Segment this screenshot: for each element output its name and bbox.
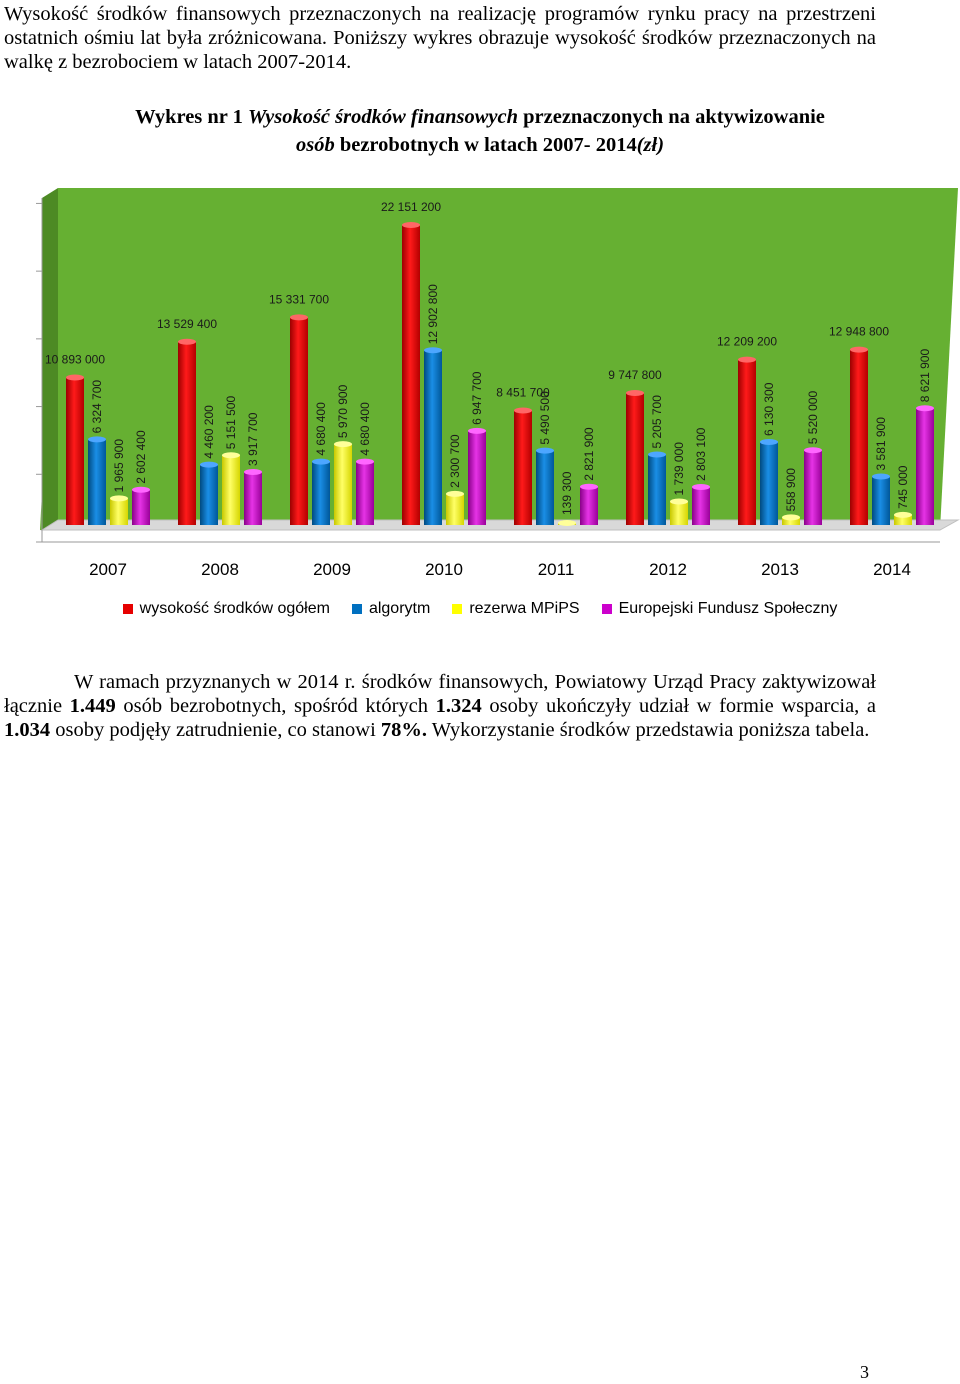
data-label: 2 602 400 [134, 430, 148, 484]
outro-bold-4: 78%. [380, 719, 428, 741]
bar-cap [850, 347, 868, 353]
data-label: 22 151 200 [380, 200, 442, 214]
data-label: 13 529 400 [156, 316, 218, 331]
legend-swatch [602, 604, 612, 614]
bar-2008-series-2 [222, 455, 240, 525]
data-label: 745 000 [896, 465, 910, 509]
chart-caption-line2 [0, 130, 960, 160]
bar-cap [916, 405, 934, 411]
bar-2010-series-3 [468, 431, 486, 525]
bar-cap [446, 491, 464, 497]
bar-2012-series-0 [626, 393, 644, 525]
data-label: 4 680 400 [314, 402, 328, 456]
bar-2011-series-3 [580, 487, 598, 525]
x-tick-label: 2011 [537, 560, 575, 579]
bar-2008-series-1 [200, 465, 218, 525]
x-tick-label: 2009 [313, 560, 351, 579]
bar-cap [222, 452, 240, 458]
bar-2012-series-3 [692, 487, 710, 525]
bar-2008-series-3 [244, 472, 262, 525]
bar-cap [558, 520, 576, 526]
data-label: 6 130 300 [762, 382, 776, 436]
legend-label: rezerwa MPiPS [469, 600, 580, 617]
x-tick-label: 2012 [649, 560, 687, 579]
bar-2012-series-1 [648, 454, 666, 525]
bar-cap [626, 390, 644, 396]
data-label: 8 621 900 [918, 348, 932, 403]
bar-cap [200, 462, 218, 468]
legend-label: wysokość środków ogółem [139, 600, 330, 617]
bar-2013-series-1 [760, 442, 778, 525]
data-label: 6 324 700 [90, 379, 104, 434]
data-label: 3 917 700 [246, 412, 260, 466]
outro-part-1: W ramach przyznanych w 2014 r. środków finansowych, Powiatowy Urząd Pracy zaktywizował łącznie [4, 671, 876, 717]
data-label: 4 460 200 [202, 405, 216, 459]
bar-2010-series-2 [446, 494, 464, 525]
data-label: 139 300 [560, 471, 574, 515]
data-label: 5 205 700 [650, 395, 664, 449]
data-label: 3 581 900 [874, 417, 888, 471]
bar-2012-series-2 [670, 501, 688, 525]
bar-cap [178, 339, 196, 345]
data-label: 2 821 900 [582, 427, 596, 481]
bar-cap [88, 436, 106, 442]
bar-2007-series-2 [110, 498, 128, 525]
bar-cap [424, 347, 442, 353]
bar-2009-series-1 [312, 462, 330, 525]
outro-paragraph [4, 670, 876, 742]
bar-2009-series-3 [356, 462, 374, 525]
legend-item-algorithm [352, 600, 430, 618]
bar-cap [580, 484, 598, 490]
bar-2011-series-0 [514, 411, 532, 525]
chart-caption-line1 [0, 102, 960, 132]
data-label: 2 803 100 [694, 427, 708, 482]
legend-item-esf [602, 600, 838, 618]
bar-cap [670, 498, 688, 504]
caption-italic-1: Wysokość środków finansowych [248, 106, 518, 128]
legend-item-total [123, 600, 330, 618]
bar-2007-series-3 [132, 490, 150, 525]
outro-bold-1: 1.449 [69, 695, 116, 717]
intro-paragraph: Wysokość środków finansowych przeznaczonych na realizację programów rynku pracy na przestrzeni ostatnich ośmiu lat była zróżnicowana. Poniższy wykres obrazuje wysokość środków przeznaczonych na walkę z bezrobociem w latach 2007-2014. [4, 3, 876, 73]
bar-cap [536, 448, 554, 454]
x-tick-label: 2008 [201, 560, 239, 579]
bar-2010-series-0 [402, 225, 420, 525]
bar-2009-series-2 [334, 444, 352, 525]
bar-cap [692, 484, 710, 490]
outro-part-3: osoby ukończyły udział w formie wsparcia, a [481, 695, 877, 717]
bar-cap [132, 487, 150, 493]
data-label: 9 747 800 [608, 367, 662, 382]
bar-cap [110, 495, 128, 501]
bar-cap [648, 451, 666, 457]
bar-cap [894, 512, 912, 518]
bar-2008-series-0 [178, 342, 196, 525]
bar-chart [0, 180, 960, 590]
bar-cap [872, 473, 890, 479]
outro-bold-2: 1.324 [435, 695, 482, 717]
caption-prefix: Wykres nr 1 [135, 106, 249, 128]
bar-cap [334, 441, 352, 447]
bar-2009-series-0 [290, 317, 308, 525]
bar-cap [468, 428, 486, 434]
data-label: 1 739 000 [672, 442, 686, 496]
bar-cap [402, 222, 420, 228]
data-label: 5 490 500 [538, 391, 552, 445]
bar-2011-series-1 [536, 451, 554, 525]
bar-2014-series-1 [872, 476, 890, 525]
legend-item-reserve [452, 600, 579, 618]
bar-2013-series-3 [804, 450, 822, 525]
data-label: 12 948 800 [828, 324, 890, 339]
caption-italic-2: osób [295, 134, 335, 156]
outro-part-4: osoby podjęły zatrudnienie, co stanowi [50, 719, 381, 741]
bar-cap [66, 374, 84, 380]
caption-mid-2: bezrobotnych w latach 2007- 2014 [334, 134, 637, 156]
bar-cap [804, 447, 822, 453]
data-label: 12 209 200 [716, 334, 778, 349]
legend-swatch [452, 604, 462, 614]
bar-cap [356, 459, 374, 465]
x-tick-label: 2014 [873, 560, 911, 579]
legend-swatch [123, 604, 133, 614]
page-number: 3 [860, 1362, 869, 1382]
caption-mid-1: przeznaczonych na aktywizowanie [518, 106, 825, 128]
data-label: 4 680 400 [358, 402, 372, 456]
bar-2007-series-1 [88, 439, 106, 525]
chart-legend [0, 600, 960, 618]
x-tick-label: 2013 [761, 560, 799, 579]
data-label: 6 947 700 [470, 371, 484, 425]
bar-2014-series-0 [850, 350, 868, 525]
data-label: 5 151 500 [224, 395, 238, 450]
data-label: 1 965 900 [112, 438, 126, 493]
data-label: 2 300 700 [448, 434, 462, 488]
outro-part-5: Wykorzystanie środków przedstawia poniższa tabela. [427, 719, 870, 741]
bar-cap [782, 514, 800, 520]
x-tick-label: 2010 [425, 560, 463, 579]
legend-label: algorytm [368, 600, 431, 617]
legend-swatch [352, 604, 362, 614]
data-label: 12 902 800 [426, 284, 440, 345]
data-label: 5 970 900 [336, 384, 350, 439]
bar-cap [514, 408, 532, 414]
caption-italic-3: (zł) [636, 134, 665, 156]
bar-2014-series-3 [916, 408, 934, 525]
outro-part-2: osób bezrobotnych, spośród których [115, 695, 436, 717]
bar-cap [290, 314, 308, 320]
bar-cap [760, 439, 778, 445]
data-label: 5 520 000 [806, 390, 820, 445]
bar-2013-series-0 [738, 360, 756, 525]
outro-bold-3: 1.034 [4, 719, 51, 741]
x-tick-label: 2007 [89, 560, 127, 579]
data-label: 558 900 [784, 468, 798, 512]
bar-cap [738, 357, 756, 363]
data-label: 15 331 700 [268, 292, 330, 307]
bar-cap [312, 459, 330, 465]
bar-cap [244, 469, 262, 475]
data-label: 10 893 000 [44, 352, 106, 367]
legend-label: Europejski Fundusz Społeczny [618, 600, 838, 617]
bar-2010-series-1 [424, 350, 442, 525]
bar-2007-series-0 [66, 377, 84, 525]
data-label: 8 451 700 [496, 385, 550, 400]
